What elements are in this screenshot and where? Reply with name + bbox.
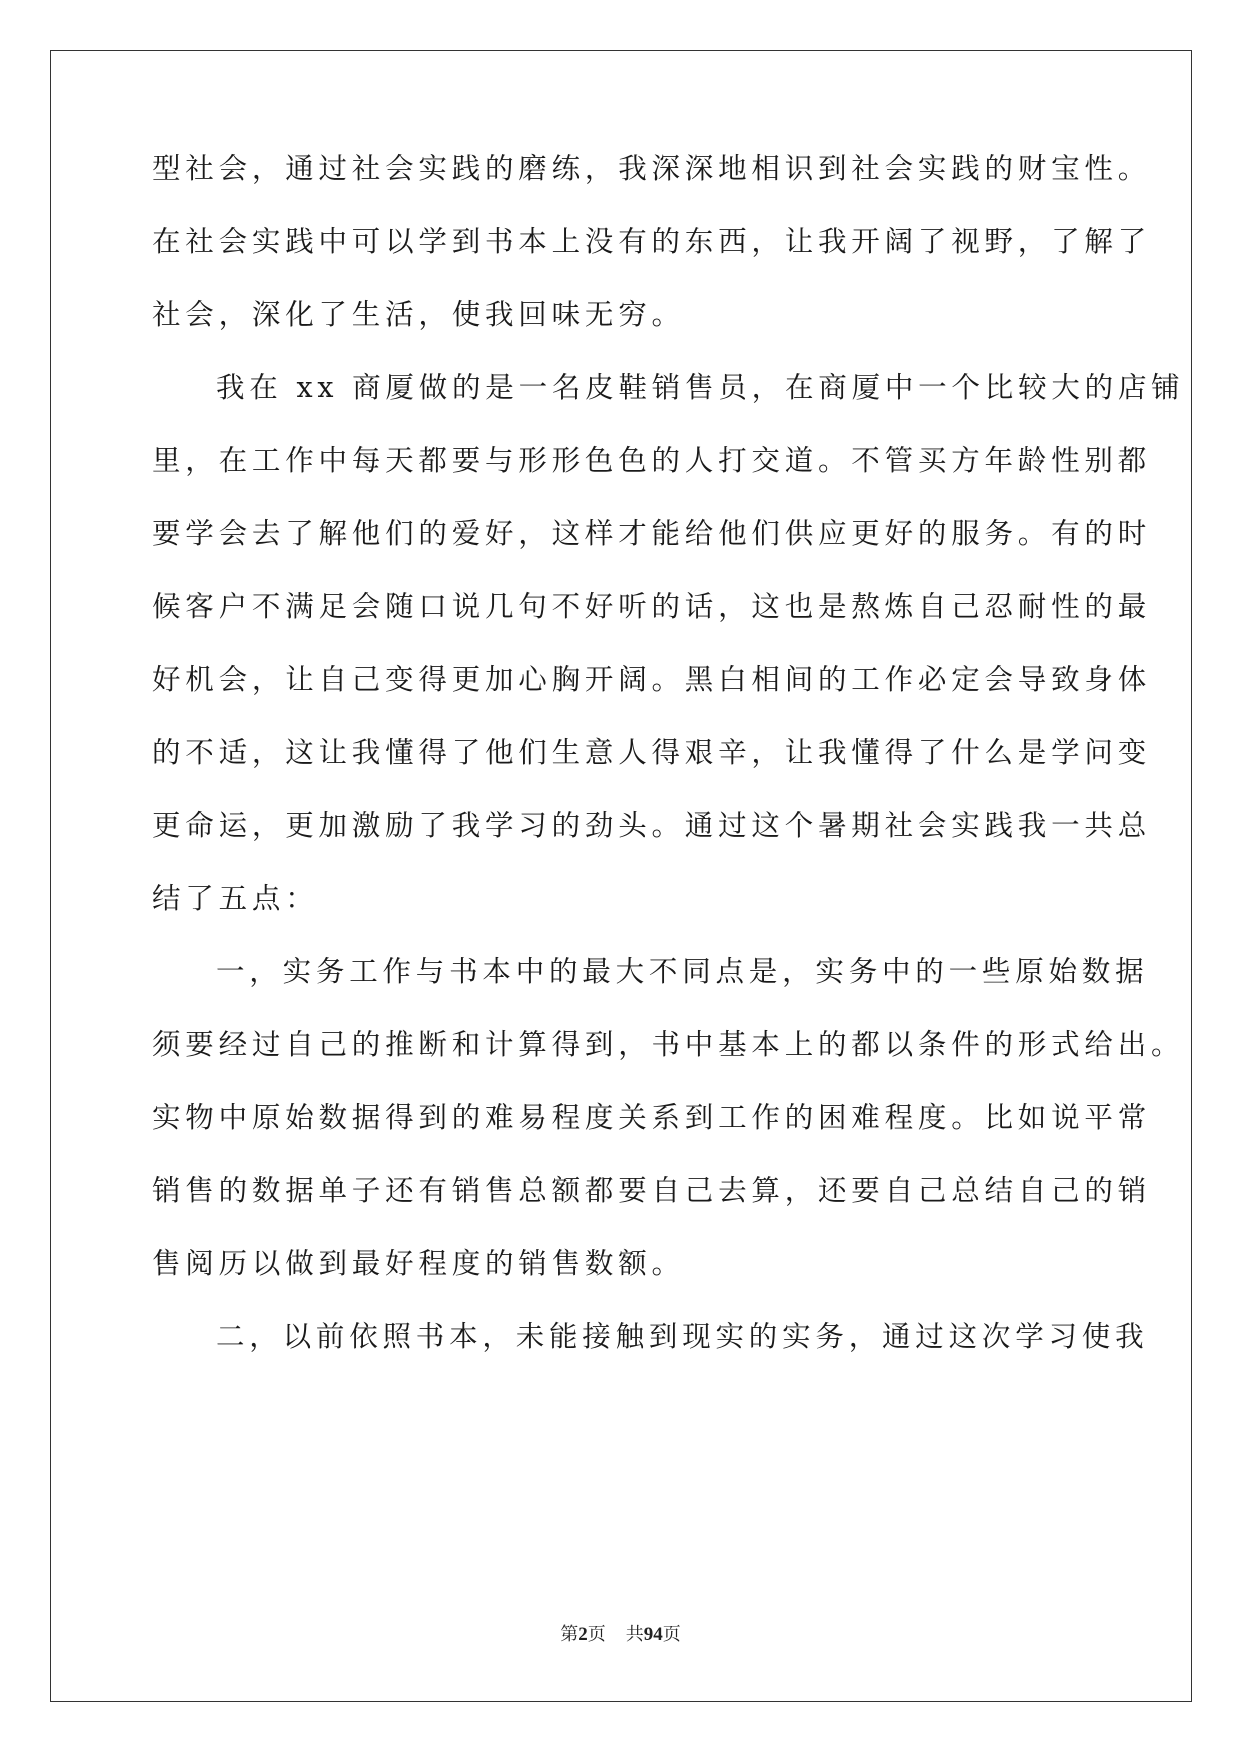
body-line-6: 要学会去了解他们的爱好，这样才能给他们供应更好的服务。有的时 [152,517,1152,550]
body-line-2: 在社会实践中可以学到书本上没有的东西，让我开阔了视野，了解了 [152,225,1152,258]
body-line-9: 的不适，这让我懂得了他们生意人得艰辛，让我懂得了什么是学问变 [152,736,1152,769]
body-line-10: 更命运，更加激励了我学习的劲头。通过这个暑期社会实践我一共总 [152,809,1152,842]
body-line-17: 二，以前依照书本，未能接触到现实的实务，通过这次学习使我 [216,1320,1149,1353]
body-line-15: 销售的数据单子还有销售总额都要自己去算，还要自己总结自己的销 [152,1174,1152,1207]
body-line-4: 我在 xx 商厦做的是一名皮鞋销售员，在商厦中一个比较大的店铺 [216,371,1185,404]
page-footer [0,1620,1241,1646]
footer-page-current: 2 [578,1624,588,1645]
body-line-3: 社会，深化了生活，使我回味无穷。 [152,298,685,331]
footer-page-total: 94 [643,1624,663,1645]
footer-total-prefix: 共 [625,1624,644,1645]
body-line-8: 好机会，让自己变得更加心胸开阔。黑白相间的工作必定会导致身体 [152,663,1152,696]
body-line-12: 一，实务工作与书本中的最大不同点是，实务中的一些原始数据 [216,955,1149,988]
body-line-13: 须要经过自己的推断和计算得到，书中基本上的都以条件的形式给出。 [152,1028,1185,1061]
body-line-1: 型社会，通过社会实践的磨练，我深深地相识到社会实践的财宝性。 [152,152,1152,185]
footer-page-prefix: 第 [560,1624,579,1645]
body-line-7: 候客户不满足会随口说几句不好听的话，这也是熬炼自己忍耐性的最 [152,590,1152,623]
footer-page-mid: 页 [587,1624,606,1645]
footer-total-suffix: 页 [662,1624,681,1645]
body-line-5: 里，在工作中每天都要与形形色色的人打交道。不管买方年龄性别都 [152,444,1152,477]
body-line-16: 售阅历以做到最好程度的销售数额。 [152,1247,685,1280]
body-line-11: 结了五点： [152,882,319,915]
body-line-14: 实物中原始数据得到的难易程度关系到工作的困难程度。比如说平常 [152,1101,1152,1134]
